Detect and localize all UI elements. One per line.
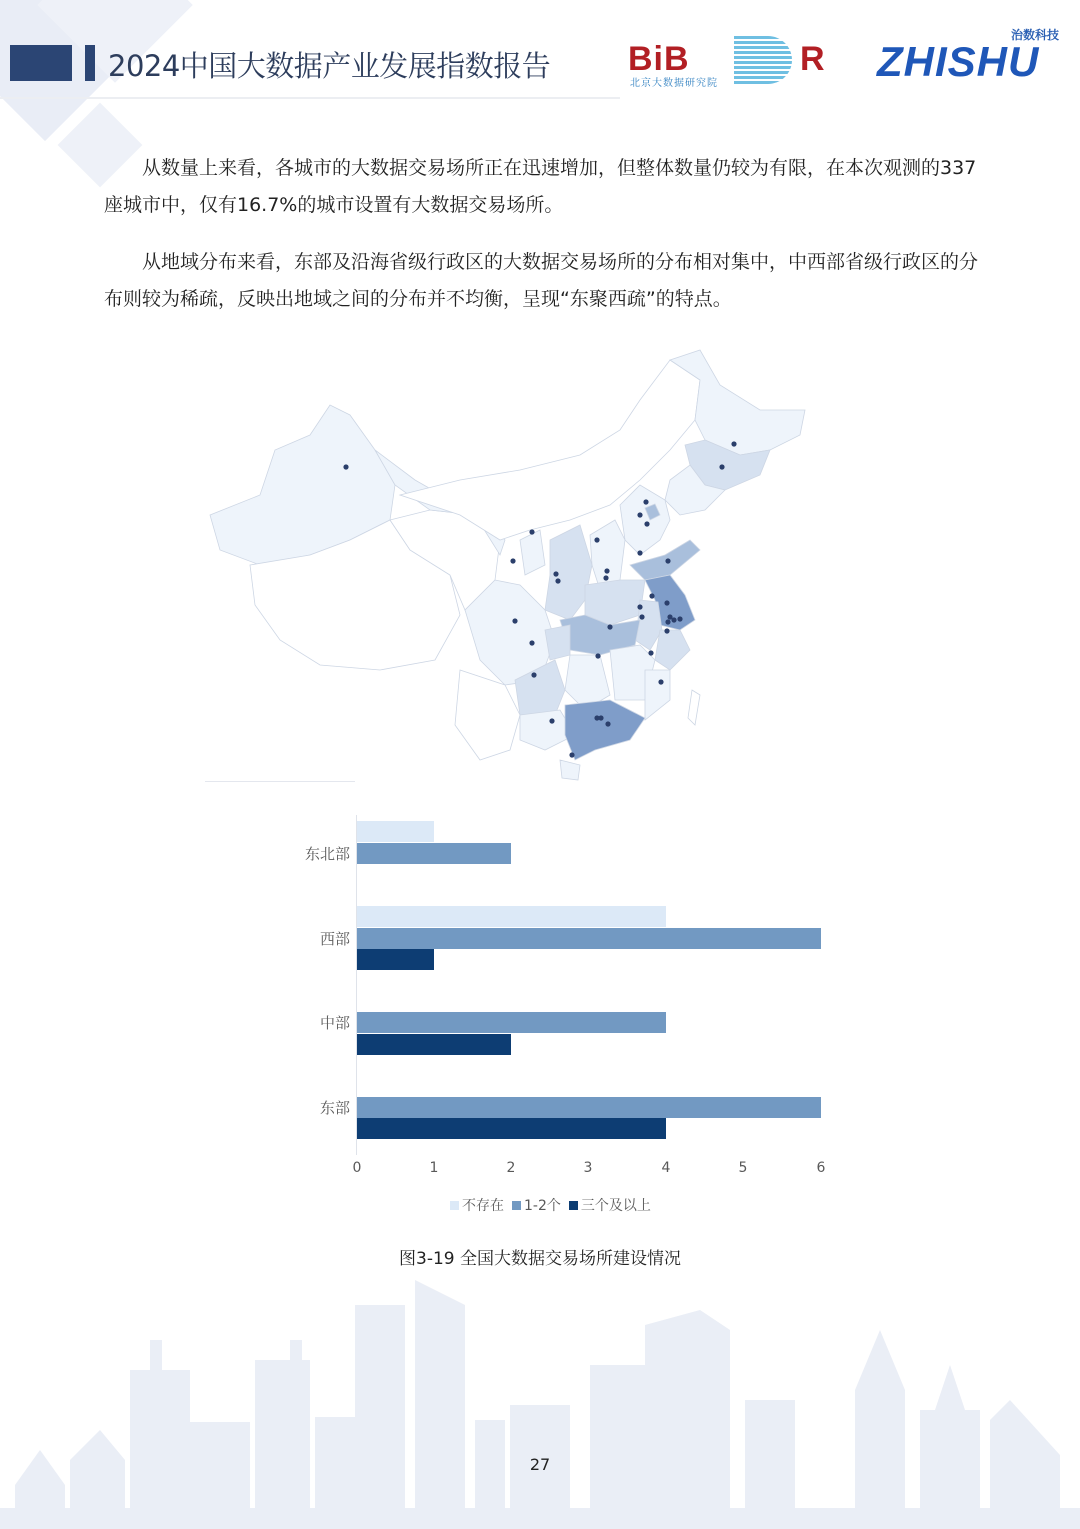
x-tick: 4	[661, 1160, 671, 1176]
body-paragraph-1: 从数量上来看，各城市的大数据交易场所正在迅速增加，但整体数量仍较为有限，在本次观测的337座城市中，仅有16.7%的城市设置有大数据交易场所。	[104, 157, 977, 216]
x-tick: 3	[583, 1160, 593, 1176]
bibdr-logo-subtitle: 北京大数据研究院	[630, 78, 718, 89]
legend-item-1-2	[512, 1195, 561, 1215]
category-label-east: 东部	[319, 1099, 350, 1117]
province-shapes	[210, 350, 805, 780]
china-choropleth-map	[200, 340, 840, 790]
legend-label-1-2: 1-2个	[524, 1198, 561, 1214]
city-skyline-decoration	[0, 1280, 1080, 1529]
zhishu-logo	[875, 26, 1065, 86]
legend-item-3-plus	[569, 1195, 651, 1215]
x-tick: 2	[506, 1160, 516, 1176]
legend-item-none	[450, 1195, 504, 1215]
category-label-northeast: 东北部	[304, 845, 350, 863]
bar-east-1-2	[357, 1097, 821, 1118]
bar-west-none	[357, 906, 666, 927]
body-paragraph-2: 从地域分布来看，东部及沿海省级行政区的大数据交易场所的分布相对集中，中西部省级行政区的分布则较为稀疏，反映出地域之间的分布并不均衡，呈现“东聚西疏”的特点。	[104, 251, 979, 310]
figure-caption: 图3-19 全国大数据交易场所建设情况	[399, 1249, 681, 1269]
x-tick: 5	[738, 1160, 748, 1176]
bar-west-3-plus	[357, 949, 434, 970]
bar-northeast-none	[357, 821, 434, 842]
category-label-west: 西部	[319, 930, 350, 948]
header-divider	[0, 97, 620, 99]
bar-central-3-plus	[357, 1034, 511, 1055]
legend-swatch-none	[450, 1201, 459, 1210]
map-divider	[205, 781, 355, 782]
x-tick: 6	[816, 1160, 826, 1176]
header-accent-bar	[85, 45, 95, 81]
zhishu-logo-cn: 治数科技	[1010, 28, 1059, 42]
page-number: 27	[529, 1455, 551, 1474]
chart-legend	[450, 1195, 655, 1215]
legend-label-none: 不存在	[462, 1198, 504, 1214]
zhishu-logo-en: ZHISHU	[877, 38, 1040, 85]
report-title: 2024中国大数据产业发展指数报告	[108, 49, 551, 83]
page-header	[0, 0, 1080, 100]
legend-swatch-3-plus	[569, 1201, 578, 1210]
bibdr-logo-text-right: R	[800, 40, 826, 78]
category-label-central: 中部	[319, 1014, 350, 1032]
legend-label-3-plus: 三个及以上	[580, 1198, 651, 1214]
bar-west-1-2	[357, 928, 821, 949]
bibdr-logo	[628, 36, 848, 88]
x-tick: 1	[429, 1160, 439, 1176]
x-tick: 0	[352, 1160, 362, 1176]
bibdr-logo-text-left: BiB	[628, 40, 690, 78]
legend-swatch-1-2	[512, 1201, 521, 1210]
exchange-venue-bar-chart	[270, 800, 850, 1220]
bar-east-3-plus	[357, 1118, 666, 1139]
header-accent-block	[10, 45, 72, 81]
bibdr-logo-d-glyph	[734, 36, 792, 84]
bar-central-1-2	[357, 1012, 666, 1033]
bar-northeast-1-2	[357, 843, 511, 864]
